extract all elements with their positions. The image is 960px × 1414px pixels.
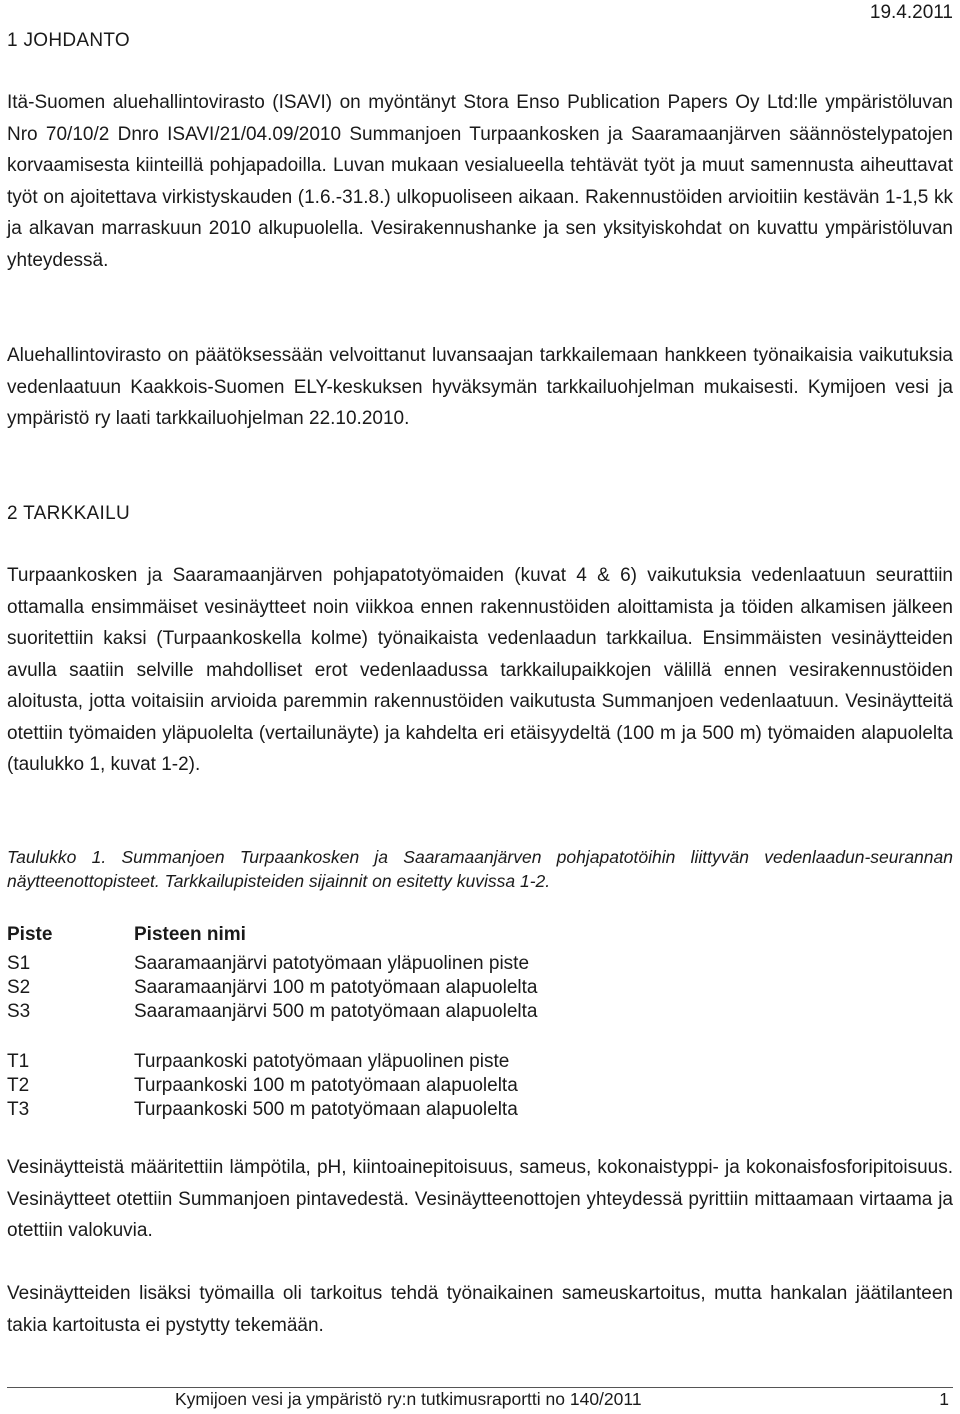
table-cell-point: S1 [7,953,31,974]
footer-page-number: 1 [939,1389,949,1409]
document-page [7,0,953,1414]
section-heading-introduction: 1 JOHDANTO [7,30,131,51]
paragraph-intro-permit: Itä-Suomen aluehallintovirasto (ISAVI) on myöntänyt Stora Enso Publication Papers Oy Ltd:lle ympäristöluvan Nro 70/10/2 Dnro ISAVI/21/04.09/2010 Summanjoen Turpaankosken ja Saaramaanjärven säännöstelypatojen korvaamisesta kiinteillä pohjapadoilla. Luvan mukaan vesialueella tehtävät työt ja muut samennusta aiheuttavat työt on ajoitettava virkistyskauden (1.6.-31.8.) ulkopuoliseen aikaan. Rakennustöiden arvioitiin kestävän 1-1,5 kk ja alkavan marraskuun 2010 alkupuolella. Vesirakennushanke ja sen yksityiskohdat on kuvattu ympäristöluvan yhteydessä. [7,92,953,271]
table-cell-point: S2 [7,977,31,998]
table-cell-point: S3 [7,1001,31,1022]
table-caption: Taulukko 1. Summanjoen Turpaankosken ja Saaramaanjärven pohjapatotöihin liittyvän vedenlaadun-seurannan näytteenottopisteet. Tarkkailupisteiden sijainnit on esitetty kuvissa 1-2. [7,847,953,891]
table-header-point-name: Pisteen nimi [134,924,246,945]
table-cell-point-name: Turpaankoski 100 m patotyömaan alapuolelta [134,1075,518,1096]
table-cell-point-name: Turpaankoski 500 m patotyömaan alapuolelta [134,1099,518,1120]
table-cell-point: T3 [7,1099,30,1120]
table-cell-point-name: Saaramaanjärvi 500 m patotyömaan alapuolelta [134,1001,538,1022]
document-date: 19.4.2011 [869,2,953,23]
paragraph-analysis: Vesinäytteistä määritettiin lämpötila, pH, kiintoainepitoisuus, sameus, kokonaistyppi- ja kokonaisfosforipitoisuus. Vesinäytteet otettiin Summanjoen pintavedestä. Vesinäytteenottojen yhteydessä pyrittiin mittaamaan virtaama ja otettiin valokuvia. [7,1157,953,1241]
table-cell-point: T2 [7,1075,30,1096]
table-cell-point-name: Saaramaanjärvi 100 m patotyömaan alapuolelta [134,977,538,998]
paragraph-turbidity: Vesinäytteiden lisäksi työmailla oli tarkoitus tehdä työnaikainen sameuskartoitus, mutta hankalan jäätilanteen takia kartoitusta ei pystytty tekemään. [7,1283,953,1336]
table-cell-point: T1 [7,1051,30,1072]
paragraph-intro-monitoring: Aluehallintovirasto on päätöksessään velvoittanut luvansaajan tarkkailemaan hankkeen työnaikaisia vaikutuksia vedenlaatuun Kaakkois-Suomen ELY-keskuksen hyväksymän tarkkailuohjelman mukaisesti. Kymijoen vesi ja ympäristö ry laati tarkkailuohjelman 22.10.2010. [7,345,953,429]
paragraph-monitoring-description: Turpaankosken ja Saaramaanjärven pohjapatotyömaiden (kuvat 4 & 6) vaikutuksia vedenlaatuun seurattiin ottamalla ensimmäiset vesinäytteet noin viikkoa ennen rakennustöiden aloittamista ja töiden alkamisen jälkeen suoritettiin kaksi (Turpaankoskella kolme) työnaikaista vedenlaadun tarkkailua. Ensimmäisten vesinäytteiden avulla saatiin selville mahdolliset erot vedenlaadussa tarkkailupaikkojen välillä ennen vesirakennustöiden aloitusta, jotta voitaisiin arvioida paremmin rakennustöiden vaikutusta Summanjoen vedenlaatuun. Vesinäytteitä otettiin työmaiden yläpuolelta (vertailunäyte) ja kahdelta eri etäisyydeltä (100 m ja 500 m) työmaiden alapuolelta (taulukko 1, kuvat 1-2). [7,565,953,775]
table-cell-point-name: Saaramaanjärvi patotyömaan yläpuolinen piste [134,953,530,974]
table-cell-point-name: Turpaankoski patotyömaan yläpuolinen piste [134,1051,510,1072]
footer-divider [7,1387,953,1388]
section-heading-monitoring: 2 TARKKAILU [7,503,130,524]
table-header-point: Piste [7,924,53,945]
footer-report-title: Kymijoen vesi ja ympäristö ry:n tutkimusraportti no 140/2011 [175,1389,642,1409]
